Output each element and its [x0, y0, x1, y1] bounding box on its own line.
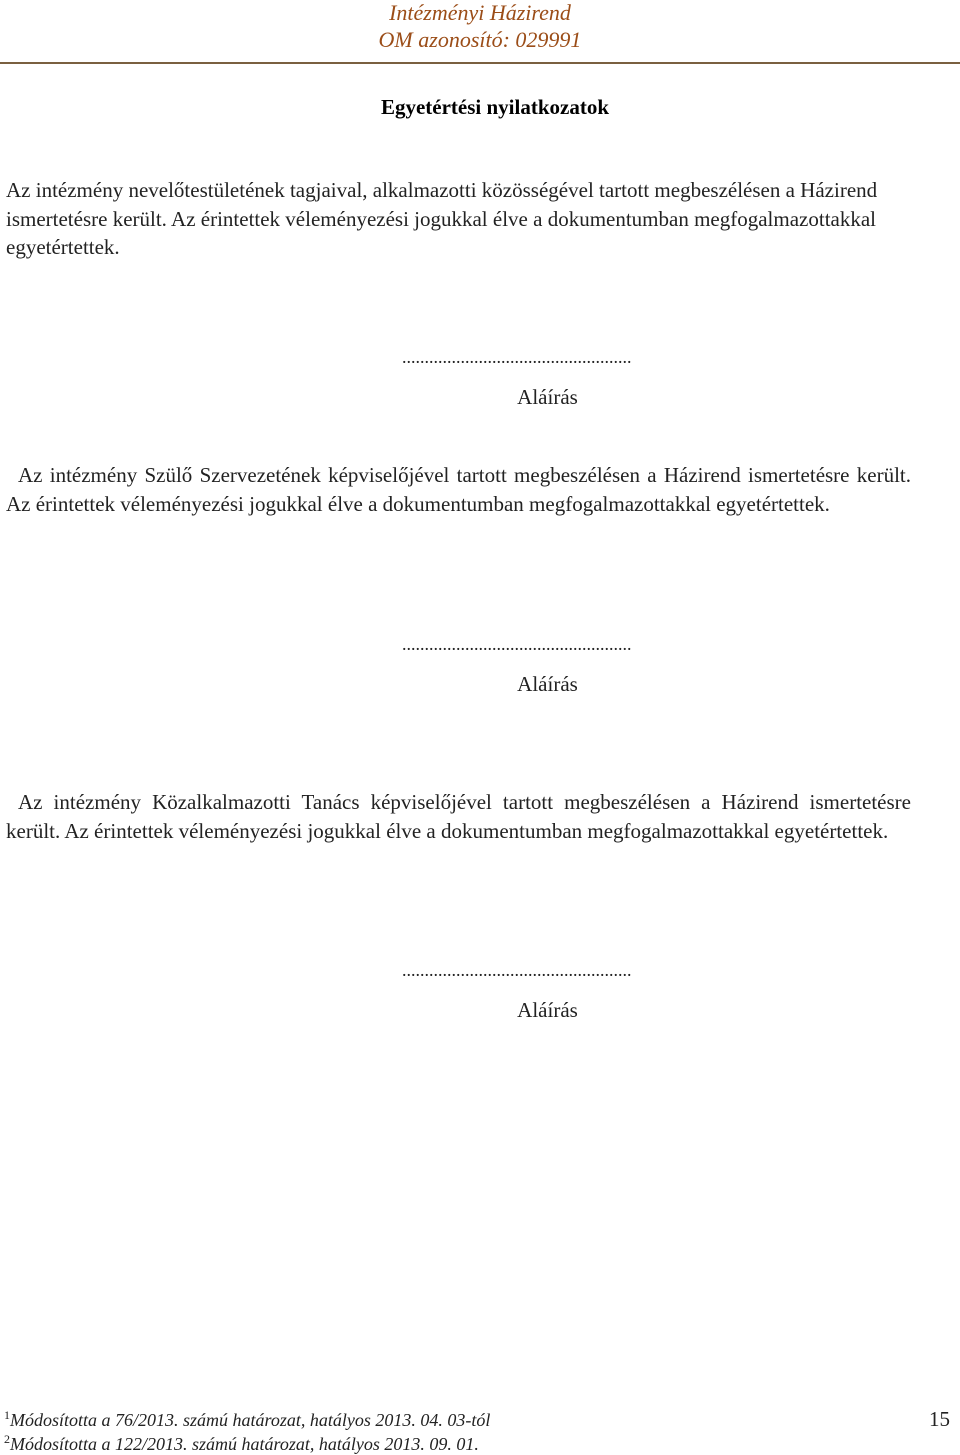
- footnote-2-text: Módosította a 122/2013. számú határozat, hatályos 2013. 09. 01.: [10, 1434, 479, 1454]
- om-identifier: OM azonosító: 029991: [378, 27, 582, 52]
- document-title: Intézményi Házirend: [389, 0, 571, 25]
- footnote-1: [4, 1404, 490, 1431]
- signature-line-council: ...................................................: [402, 960, 632, 980]
- signature-label-parents: Aláírás: [517, 672, 578, 696]
- footnote-2: [4, 1428, 479, 1455]
- page-header: [0, 0, 960, 68]
- declaration-council-text: Az intézmény Közalkalmazotti Tanács képviselőjével tartott megbeszélésen a Házirend ismertetésre került. Az érintettek véleményezési jogukkal élve a dokumentumban megfogalmazottakkal egyetértettek.: [6, 790, 911, 843]
- signature-line-parents: ...................................................: [402, 634, 632, 654]
- signature-label-council: Aláírás: [517, 998, 578, 1022]
- declaration-parents-text: Az intézmény Szülő Szervezetének képviselőjével tartott megbeszélésen a Házirend ismertetésre került. Az érintettek véleményezési jogukkal élve a dokumentumban megfogalmazottakkal egyetértettek.: [6, 463, 911, 516]
- page-number: 15: [929, 1407, 950, 1431]
- footnote-1-mark: 1: [4, 1408, 10, 1422]
- footnote-1-text: Módosította a 76/2013. számú határozat, hatályos 2013. 04. 03-tól: [10, 1410, 491, 1430]
- page-title: Egyetértési nyilatkozatok: [380, 95, 610, 119]
- footnote-2-mark: 2: [4, 1432, 10, 1446]
- declaration-staff-text: Az intézmény nevelőtestületének tagjaival, alkalmazotti közösségével tartott megbeszélésen a Házirend ismertetésre került. Az érintettek véleményezési jogukkal élve a dokumentumban megfogalmazottakkal egyetértettek.: [6, 178, 878, 259]
- signature-label-staff: Aláírás: [517, 385, 578, 409]
- header-divider: [0, 62, 960, 64]
- signature-line-staff: ...................................................: [402, 347, 632, 367]
